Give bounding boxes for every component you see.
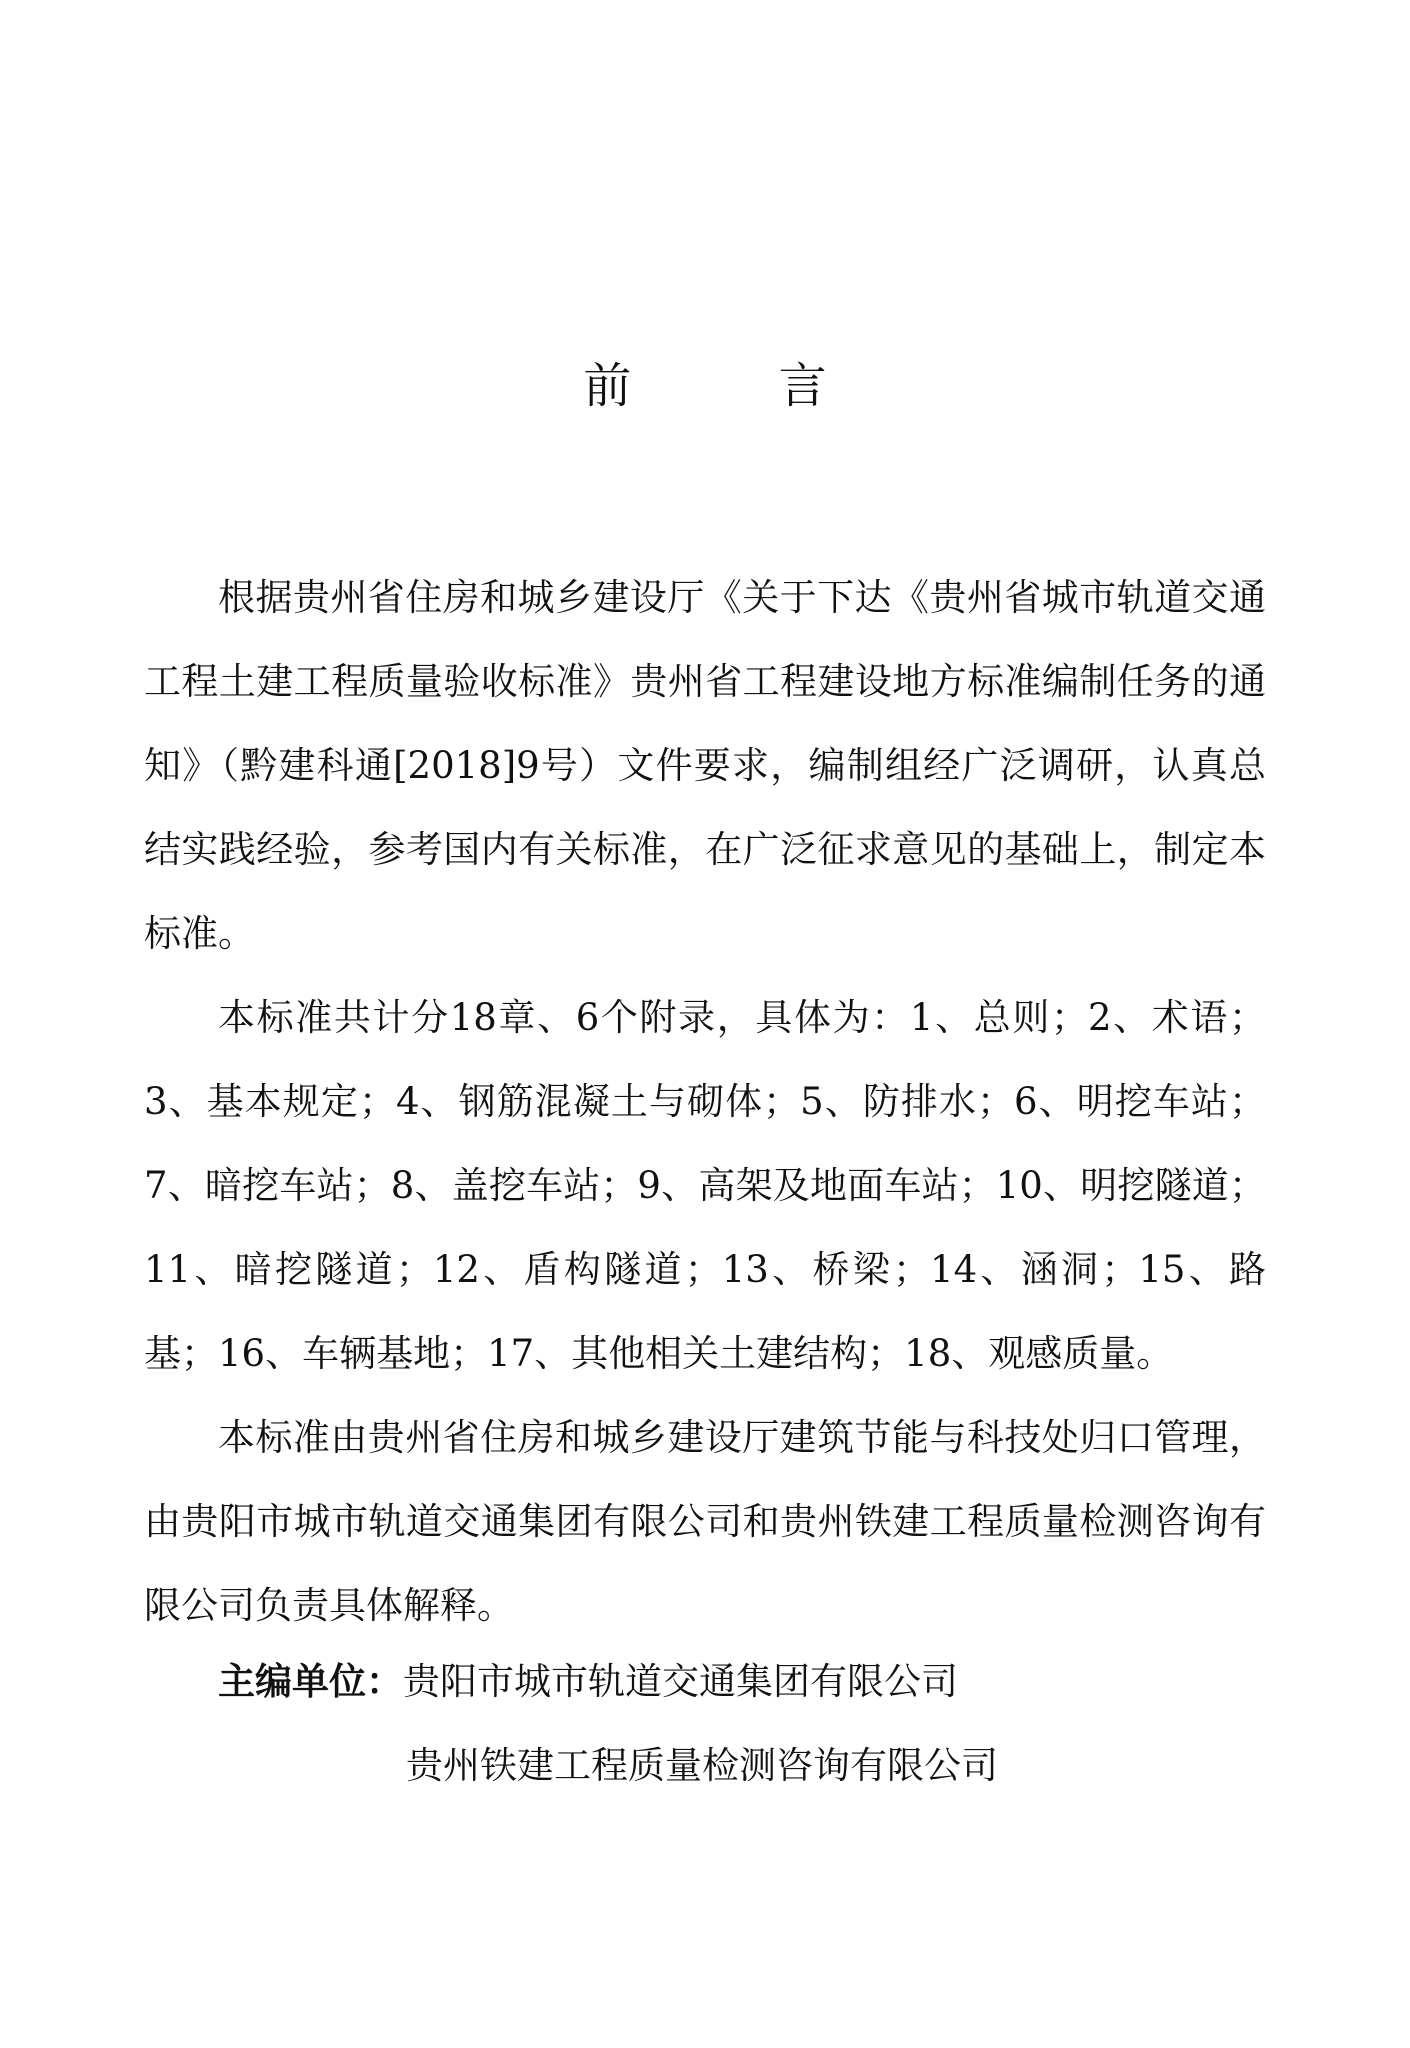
chief-editor-unit: 贵阳市城市轨道交通集团有限公司 [403,1660,958,1703]
document-body [144,556,1266,1648]
second-editor-unit: 贵州铁建工程质量检测咨询有限公司 [406,1744,998,1787]
chief-editor-label: 主编单位： [218,1660,403,1703]
paragraph-basis: 根据贵州省住房和城乡建设厅《关于下达《贵州省城市轨道交通工程土建工程质量验收标准》贵州省工程建设地方标准编制任务的通知》（黔建科通[2018]9号）文件要求，编制组经广泛调研，认真总结实践经验，参考国内有关标准，在广泛征求意见的基础上，制定本标准。 [144,576,1266,955]
paragraph-management: 本标准由贵州省住房和城乡建设厅建筑节能与科技处归口管理，由贵阳市城市轨道交通集团有限公司和贵州铁建工程质量检测咨询有限公司负责具体解释。 [144,1416,1266,1627]
chief-editor-line [218,1640,1266,1724]
page-title: 前 言 [583,358,893,414]
second-editor-line [218,1724,1266,1808]
paragraph-contents: 本标准共计分18章、6个附录，具体为：1、总则；2、术语；3、基本规定；4、钢筋混凝土与砌体；5、防排水；6、明挖车站；7、暗挖车站；8、盖挖车站；9、高架及地面车站；10、明挖隧道；11、暗挖隧道；12、盾构隧道；13、桥梁；14、涵洞；15、路基；16、车辆基地；17、其他相关土建结构；18、观感质量。 [144,996,1266,1375]
chief-editors-block [218,1640,1266,1808]
